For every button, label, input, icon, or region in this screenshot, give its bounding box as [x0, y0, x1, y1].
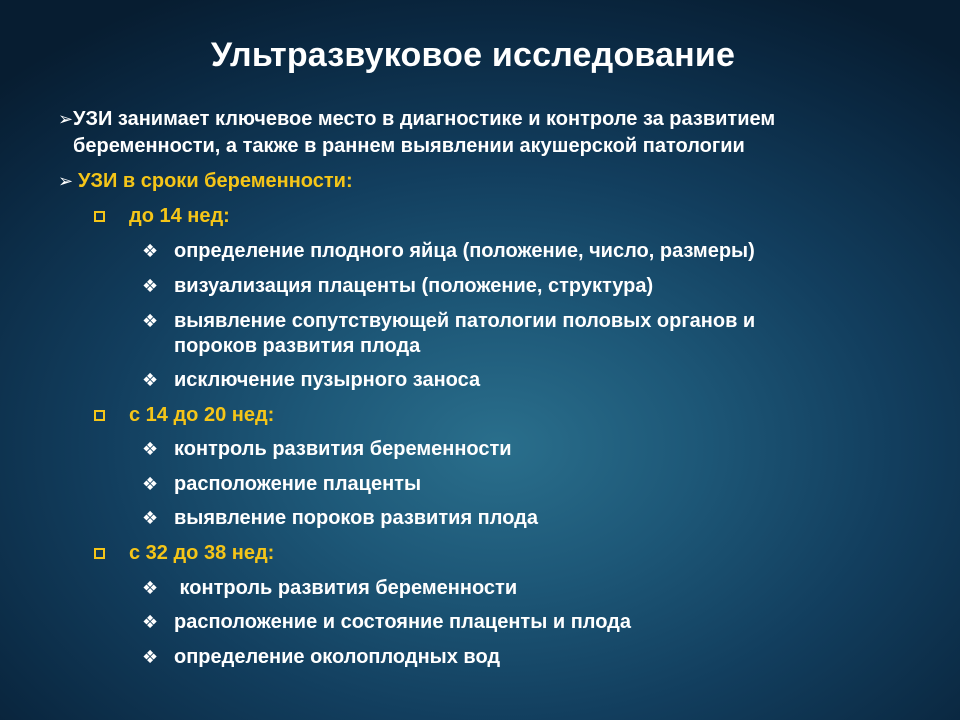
- list-item-text: пороков развития плода: [174, 335, 421, 357]
- four-diamond-bullet-icon: ❖: [142, 370, 159, 390]
- list-item-continuation: [174, 335, 934, 358]
- list-item-text: определение околоплодных вод: [174, 646, 501, 668]
- period-row: [92, 404, 274, 427]
- list-item: [142, 577, 922, 600]
- arrowhead-bullet-icon: ➢: [58, 171, 74, 191]
- list-item-text: выявление пороков развития плода: [174, 507, 538, 529]
- list-item: [142, 646, 922, 669]
- period-label: до 14 нед:: [129, 205, 230, 227]
- list-item-text: определение плодного яйца (положение, число, размеры): [174, 240, 755, 262]
- four-diamond-bullet-icon: ❖: [142, 241, 159, 261]
- list-item: [142, 369, 922, 392]
- list-item-text: расположение плаценты: [174, 473, 422, 495]
- list-item-text: контроль развития беременности: [174, 438, 512, 460]
- checkbox-square-icon: [94, 211, 105, 222]
- list-item: [142, 611, 922, 634]
- intro-continuation: [73, 135, 933, 158]
- intro-line-2: беременности, а также в раннем выявлении акушерской патологии: [73, 135, 745, 157]
- period-label: с 32 до 38 нед:: [129, 542, 275, 564]
- four-diamond-bullet-icon: ❖: [142, 276, 159, 296]
- list-item-text: визуализация плаценты (положение, структура): [174, 275, 654, 297]
- list-item-text: выявление сопутствующей патологии половых органов и: [174, 310, 756, 332]
- slide-title: Ультразвуковое исследование: [210, 36, 736, 74]
- four-diamond-bullet-icon: ❖: [142, 474, 159, 494]
- four-diamond-bullet-icon: ❖: [142, 311, 159, 331]
- list-item: [142, 438, 922, 461]
- list-item: [142, 275, 922, 298]
- checkbox-square-icon: [94, 410, 105, 421]
- list-item: [142, 310, 922, 333]
- terms-heading: УЗИ в сроки беременности:: [78, 170, 353, 192]
- list-item-text: расположение и состояние плаценты и плода: [174, 611, 631, 633]
- four-diamond-bullet-icon: ❖: [142, 578, 159, 598]
- four-diamond-bullet-icon: ❖: [142, 508, 159, 528]
- list-item: [142, 240, 922, 263]
- arrowhead-bullet-icon: ➢: [58, 109, 74, 129]
- four-diamond-bullet-icon: ❖: [142, 647, 159, 667]
- checkbox-square-icon: [94, 548, 105, 559]
- four-diamond-bullet-icon: ❖: [142, 612, 159, 632]
- list-item-text: контроль развития беременности: [174, 577, 518, 599]
- period-row: [92, 205, 230, 228]
- list-item-text: исключение пузырного заноса: [174, 369, 481, 391]
- four-diamond-bullet-icon: ❖: [142, 439, 159, 459]
- list-item: [142, 473, 922, 496]
- intro-bullet: [58, 108, 938, 131]
- period-label: с 14 до 20 нед:: [129, 404, 275, 426]
- list-item: [142, 507, 922, 530]
- terms-heading-bullet: [58, 170, 918, 193]
- period-row: [92, 542, 274, 565]
- intro-line-1: УЗИ занимает ключевое место в диагностике и контроле за развитием: [73, 108, 776, 130]
